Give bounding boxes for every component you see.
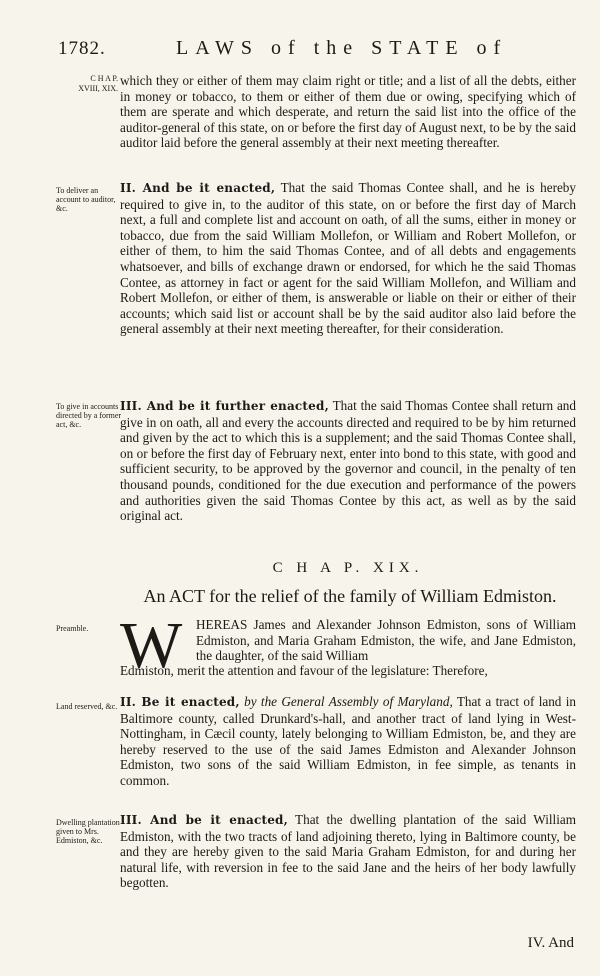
section-ii-edmiston-lead: II. Be it enacted, [120,695,240,709]
drop-cap: W [120,609,183,682]
page-year: 1782. [58,38,106,59]
chapter-heading: C H A P. XIX. [272,560,424,576]
paragraph-continuation: which they or either of them may claim right or title; and a list of all the debts, either in money or tobacco, to them or either of them due or owing, specifying which of them are sperate and which desperate, and return the said list into the office of the auditor-general of this state, on or before the first day of August next, to be by the said auditor laid before the general assembly at their next meeting thereafter. [120,73,576,151]
section-iii-edmiston-lead: III. And be it enacted, [120,813,289,827]
section-ii-lead: II. And be it enacted, [120,181,276,195]
catchword: IV. And [527,935,574,951]
margin-note-preamble: Preamble. [56,624,89,633]
section-ii-edmiston-text: That a tract of land in Baltimore county, called Drunkard's-hall, and another tract of land lying in West-Nottingham, in Cæcil county, lately belonging to William Edmiston, be, and they are hereby reserved to the use of the said James Edmiston and Alexander Johnson Edmiston, two sons of the said William Edmiston, in fee simple, as tenants in common. [120,694,577,788]
section-iii-edmiston-paragraph [120,812,576,891]
margin-note-deliver: To deliver an account to auditor, &c. [56,186,116,213]
section-iii-text: That the said Thomas Contee shall return and give in on oath, all and every the accounts directed and required to be by him returned and given by the act to which this is a supplement; and the said Thomas Contee shall, on or before the first day of February next, enter into bond to this state, with good and sufficient security, to be approved by the governor and council, in the penalty of ten thousand pounds, conditioned for the due execution and performance of the powers and authorities given the said Thomas Contee by this act, as well as by the said original act. [120,398,576,524]
margin-note-land: Land reserved, &c. [56,702,118,711]
margin-chapter-note: C H A P. XVIII, XIX. [78,74,118,93]
section-iii-paragraph [120,398,576,524]
margin-note-give: To give in accounts directed by a former act, &c. [56,402,122,429]
running-title: LAWS of the STATE of [176,37,508,59]
section-iii-lead: III. And be it further enacted, [120,399,329,413]
margin-note-dwelling: Dwelling plantation given to Mrs. Edmiston, &c. [56,818,120,845]
section-ii-text: That the said Thomas Contee shall, and he is hereby required to give in, to the auditor of this state, on or before the first day of March next, a full and complete list and account on oath, of all the sums, either in money or tobacco, due from the said William Mollefon, or William and Robert Mollefon, or either of them, to him the said Thomas Contee, and of all debts and engagements whatsoever, and bills of exchange drawn or endorsed, for which he the said Thomas Contee, as attorney in fact or agent for the said William Mollefon, and William and Robert Mollefon, or either of them, is answerable or liable on their or either of their accounts; which said list or account shall be by the said auditor also laid before the general assembly at their next meeting thereafter, for their consideration. [120,180,576,337]
section-ii-paragraph [120,180,576,337]
act-title: An ACT for the relief of the family of William Edmiston. [143,586,557,606]
page-header [58,33,518,63]
section-ii-edmiston-paragraph [120,694,576,789]
section-ii-edmiston-italic: by the General Assembly of Maryland, [239,694,453,709]
section-iii-edmiston-text: That the dwelling plantation of the said William Edmiston, with the two tracts of land adjoining thereto, lying in Baltimore county, be and they are hereby given to the said Maria Graham Edmiston, for and during her natural life, with reversion in fee to the said Jane and the heirs of her body lawfully begotten. [120,812,576,891]
preamble-text: HEREAS James and Alexander Johnson Edmiston, sons of William Edmiston, and Maria Graham Edmiston, the wife, and Jane Edmiston, the daughter, of the said William [196,617,576,664]
preamble-tail: Edmiston, merit the attention and favour of the legislature: Therefore, [120,663,488,678]
